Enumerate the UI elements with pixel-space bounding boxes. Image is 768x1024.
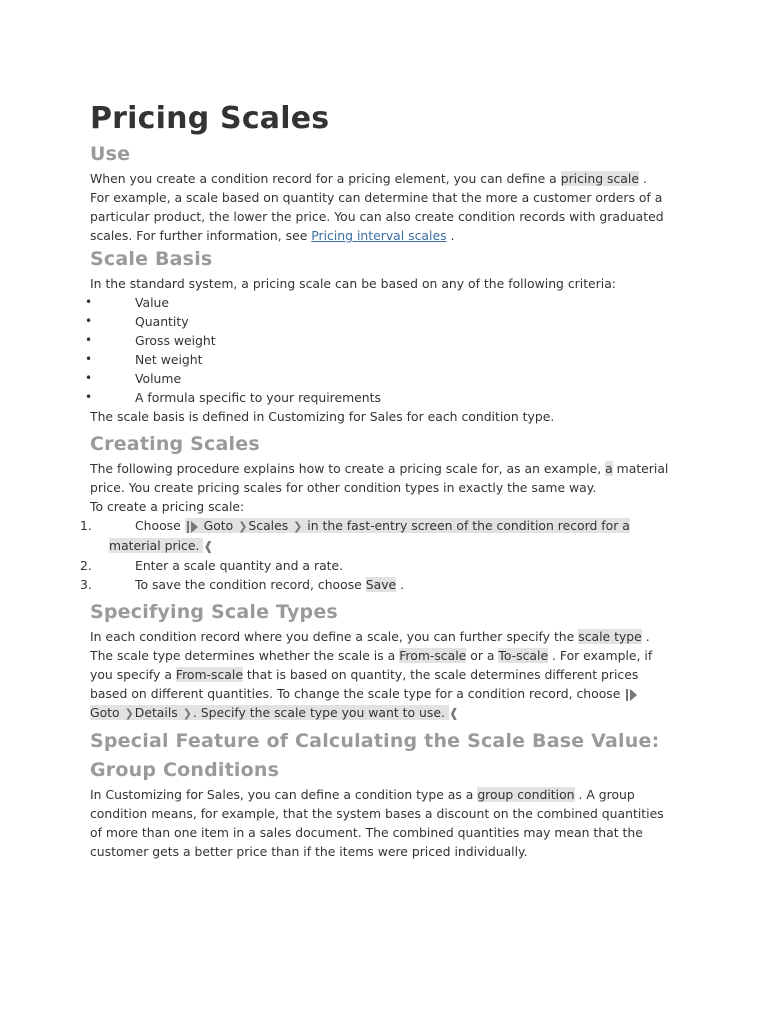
procedure-list [80, 516, 690, 594]
list-item: • Volume [90, 369, 690, 388]
term-pricing-scale[interactable]: pricing scale [560, 171, 639, 186]
term-group-condition[interactable]: group condition [477, 787, 575, 802]
heading-use: Use [90, 143, 131, 165]
heading-group-conditions: Group Conditions [90, 759, 280, 781]
chevron-right-icon: ❯ [124, 707, 134, 720]
term-from-scale[interactable]: From-scale [175, 667, 243, 682]
list-item: • Gross weight [90, 331, 690, 350]
scale-basis-outro: The scale basis is defined in Customizing for Sales for each condition type. [90, 409, 555, 424]
criteria-list [90, 293, 690, 407]
term-from-scale[interactable]: From-scale [399, 648, 467, 663]
chevron-right-icon: ❯ [293, 520, 303, 533]
step-3: 3. To save the condition record, choose Save . [80, 577, 405, 592]
link-pricing-interval-scales[interactable]: Pricing interval scales [311, 228, 447, 243]
chevron-right-icon: ❯ [238, 520, 248, 533]
step-1-continued: material price. ❰ [90, 536, 690, 556]
heading-scale-basis: Scale Basis [90, 248, 213, 270]
save-button-ref[interactable]: Save [365, 577, 397, 592]
heading-creating-scales: Creating Scales [90, 433, 260, 455]
list-item: • Net weight [90, 350, 690, 369]
document-content [80, 98, 690, 861]
step-2: 2. Enter a scale quantity and a rate. [80, 558, 344, 573]
menu-path-arrow-icon [630, 689, 637, 701]
menu-path-arrow-icon [191, 521, 198, 533]
menu-path-end-icon: ❰ [203, 539, 214, 553]
specifying-paragraph: In each condition record where you define a scale, you can further specify the scale type . The scale type determines whether the scale is a From-scale or a To-scale . For example, if you specify a From-scale that is based on quantity, the scale determines different prices based on different quantities. To change the scale type for a condition record, choose Goto ❯Details ❯. Specify the scale type you want to use. ❰ [90, 627, 690, 723]
menu-path-goto-details[interactable]: Goto ❯Details ❯. Specify the scale type you want to use. [90, 705, 449, 720]
step-1: 1. Choose Goto ❯Scales ❯ in the fast-entry screen of the condition record for a [90, 516, 690, 536]
menu-path-end-icon: ❰ [448, 706, 459, 720]
list-item: • Quantity [90, 312, 690, 331]
chevron-right-icon: ❯ [182, 707, 192, 720]
page-title: Pricing Scales [90, 101, 330, 136]
menu-path-start-icon [187, 521, 189, 533]
list-item: • A formula specific to your requirements [90, 388, 690, 407]
heading-special-feature: Special Feature of Calculating the Scale Base Value: [90, 730, 660, 752]
creating-paragraph: The following procedure explains how to create a pricing scale for, as an example, a material price. You create pricing scales for other condition types in exactly the same way. To create a pricing scale: [90, 461, 669, 514]
scale-basis-intro: In the standard system, a pricing scale can be based on any of the following criteria: [90, 276, 616, 291]
menu-path-start-icon [626, 689, 628, 701]
heading-specifying-scale-types: Specifying Scale Types [90, 601, 338, 623]
menu-path-goto-scales[interactable]: Goto ❯Scales ❯ in the fast-entry screen of the condition record for a [185, 518, 630, 533]
term-to-scale[interactable]: To-scale [498, 648, 549, 663]
group-conditions-paragraph: In Customizing for Sales, you can define a condition type as a group condition . A group condition means, for example, that the system bases a discount on the combined quantities of more than one item in a sales document. The combined quantities may mean that the customer gets a better price than if the items were priced individually. [90, 787, 664, 859]
term-scale-type[interactable]: scale type [578, 629, 642, 644]
list-item: • Value [90, 293, 690, 312]
use-paragraph: When you create a condition record for a pricing element, you can define a pricing scale . For example, a scale based on quantity can determine that the more a customer orders of a particular product, the lower the price. You can also create condition records with graduated scales. For further information, see Pricing interval scales . [90, 171, 664, 243]
